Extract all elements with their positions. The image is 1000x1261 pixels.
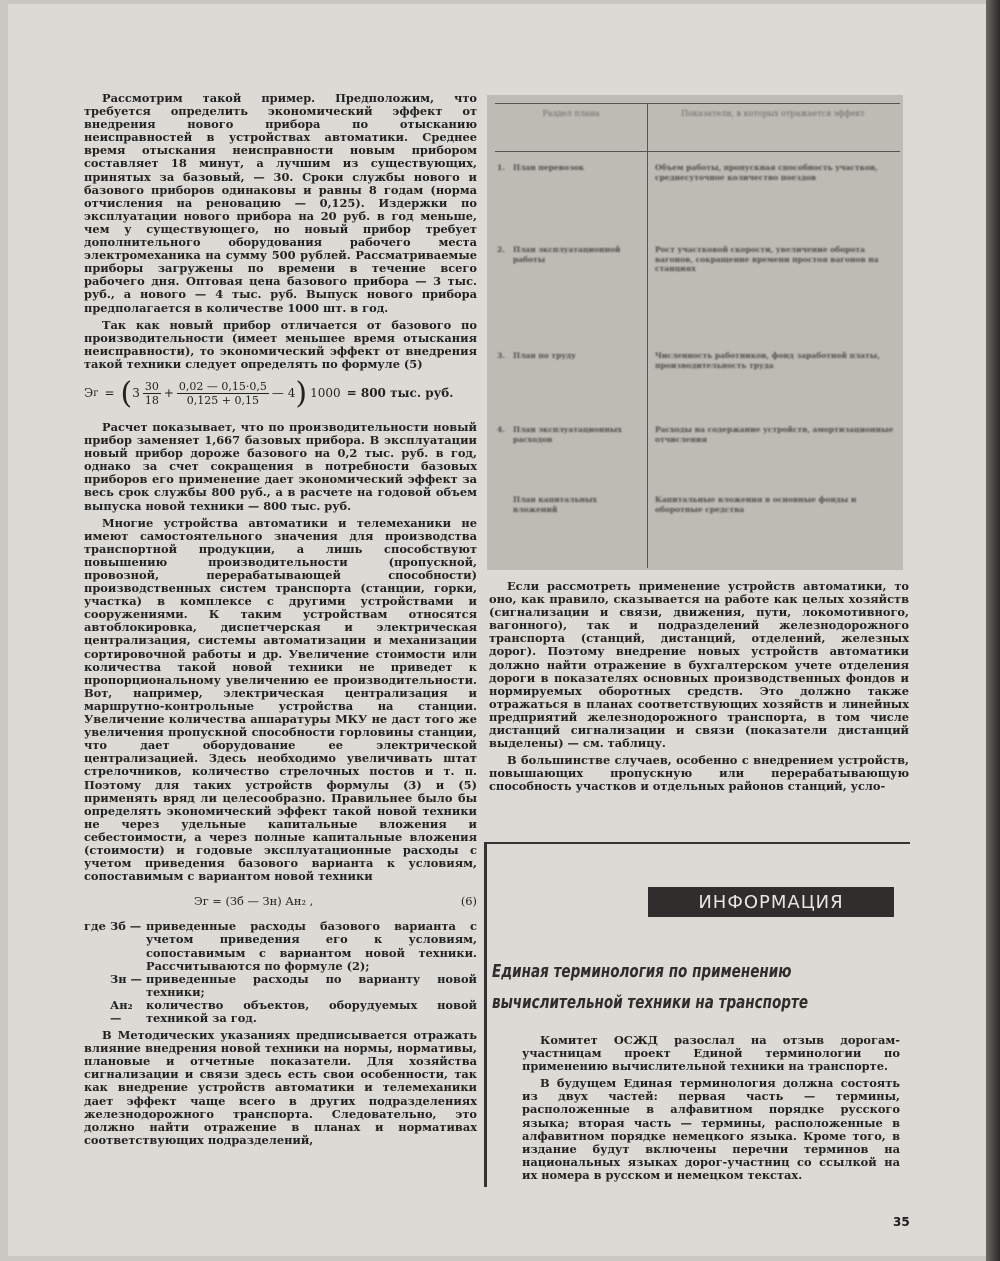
definitions [84,920,477,1025]
paragraph: Расчет показывает, что по производительности новый прибор заменяет 1,667 базовых прибора. В эксплуатации новый прибор дороже базового на 0,2 тыс. руб. в год, однако за счет сокращения в потребности базовых приборов его применение дает экономический эффект за весь срок службы 800 руб., а в расчете на годовой объем выпуска новой техники — 800 тыс. руб. [84,419,477,513]
table-row-section: План перевозок [513,163,585,172]
fraction-denominator: 0,125 + 0,15 [186,394,259,408]
left-column [84,92,477,1151]
formula-rhs: = 800 тыс. руб. [346,386,454,401]
page-edge-shadow [986,0,1000,1261]
definition-row [84,973,477,999]
definition-row [84,999,477,1025]
table-row-indicators: Численность работников, фонд заработной платы, производительность труда [655,351,880,370]
formula-fraction-1 [143,380,161,407]
table-row-indicators: Расходы на содержание устройств, амортизационные отчисления [655,425,894,444]
table-row-number: 4. [497,425,505,434]
formula-6 [84,895,477,908]
formula-5 [84,375,477,411]
paragraph: Если рассмотреть применение устройств автоматики, то оно, как правило, сказывается на работе как целых хозяйств (сигнализации и связи, движения, пути, локомотивного, вагонного), так и подразделений железнодорожного транспорта (станций, дистанций, отделений, железных дорог). Поэтому внедрение новых устройств автоматики должно найти отражение в бухгалтерском учете отделения дороги в показателях основных производственных фондов и нормируемых оборотных средств. Это должно также отражаться в планах соответствующих хозяйств и линейных предприятий железнодорожного транспорта, в том числе дистанций сигнализации и связи (показатели дистанций выделены) — см. таблицу. [489,579,909,751]
formula-multiplier: 1000 [310,386,341,401]
table-row-number: 1. [497,163,505,172]
formula-term: 3 [132,386,140,401]
formula-lhs-sub: г [93,388,99,400]
definition-key: Ан₂ — [110,997,133,1025]
table-row-number: 2. [497,245,505,254]
article-title [492,957,845,1019]
information-section [484,842,910,1192]
formula-lhs: Э [84,386,94,401]
article-body [522,1034,900,1186]
section-border [484,842,487,1187]
table-row-section: План по труду [513,351,576,360]
paragraph: В большинстве случаев, особенно с внедрением устройств, повышающих пропускную или перерабатывающую способность участков и отдельных районов станций, усло- [489,753,909,794]
table-row-indicators: Объем работы, пропускная способность участков, среднесуточное количество поездов [655,163,878,182]
table-row-indicators: Капитальные вложения в основные фонды и оборотные средства [655,495,857,514]
definition-intro: где [84,919,106,934]
article-title-line: вычислительной техники на транспорте [492,993,809,1013]
definition-value: приведенные расходы базового варианта с учетом приведения его к условиям, сопоставимым с вариантом новой техники. Рассчитываются по формуле (2); [146,919,477,973]
table-divider [647,103,648,568]
fraction-numerator: 0,02 — 0,15·0,5 [178,380,267,394]
definition-value: приведенные расходы по варианту новой техники; [146,971,477,999]
table-row-section: План эксплуатационной работы [513,245,621,264]
paragraph: Так как новый прибор отличается от базового по производительности (имеет меньшее время отыскания неисправности), то экономический эффект от внедрения такой техники следует определять по формуле (5) [84,317,477,371]
formula-6-expression: Эг = (Зб — Зн) Ан₂ , [194,894,314,909]
table-row-indicators: Рост участковой скорости, увеличение оборота вагонов, сокращение времени простоя вагонов на станциях [655,245,879,273]
fraction-denominator: 18 [144,394,159,408]
formula-plus: + [163,386,174,401]
table-rule [495,151,900,152]
paragraph: Комитет ОСЖД разослал на отзыв дорогам-участницам проект Единой терминологии по применению вычислительной техники на транспорте. [522,1033,900,1074]
page-number: 35 [893,1215,910,1229]
definition-value: количество объектов, оборудуемых новой техникой за год. [146,997,477,1025]
formula-paren-close: ) [295,375,308,411]
paragraph: Многие устройства автоматики и телемеханики не имеют самостоятельного значения для производства транспортной продукции, а лишь способствуют повышению производительности (пропускной, провозной, перерабатывающей способности) производственных систем транспорта (станции, горки, участка) в комплексе с другими устройствами и сооружениями. К таким устройствам относятся автоблокировка, диспетчерская и электрическая централизация, системы автоматизации и механизации сортировочной работы и др. Увеличение стоимости или количества такой новой техники не приведет к пропорциональному увеличению ее производительности. Вот, например, электрическая централизация и маршрутно-контрольные устройства на станции. Увеличение количества аппаратуры МКУ не даст того же увеличения пропускной способности горловины станции, что дает оборудование ее электрической централизацией. Здесь необходимо увеличивать штат стрелочников, количество стрелочных постов и т. п. Поэтому для таких устройств формулы (3) и (5) применять вряд ли целесообразно. Правильнее было бы определять экономический эффект такой новой техники не через удельные капитальные вложения и себестоимости, а через полные капитальные вложения (стоимости) и годовые эксплуатационные расходы с учетом приведения базового варианта к условиям, сопоставимым с вариантом новой техники [84,515,477,884]
table-row-section: План капитальных вложений [513,495,598,514]
table-row-number: 3. [497,351,505,360]
formula-paren-open: ( [120,375,133,411]
section-border [484,842,910,844]
definition-row [84,920,477,972]
fraction-numerator: 30 [144,380,159,394]
table-header-indicators: Показатели, в которых отражается эффект [681,109,865,118]
information-banner: ИНФОРМАЦИЯ [648,887,894,917]
article-title-line: Единая терминология по применению [492,962,792,982]
paragraph: В Методических указаниях предписывается отражать влияние внедрения новой техники на нормы, нормативы, плановые и отчетные показатели. Для хозяйства сигнализации и связи здесь есть свои особенности, так как внедрение устройств автоматики и телемеханики дает эффект чаще всего в других подразделениях железнодорожного транспорта. Следовательно, это должно найти отражение в планах и нормативах соответствующих подразделений, [84,1028,477,1147]
paragraph: Рассмотрим такой пример. Предположим, что требуется определить экономический эффект от внедрения нового прибора по отысканию неисправностей в устройствах автоматики. Среднее время отыскания неисправности новым прибором составляет 18 минут, а лучшим из существующих, принятых за базовый, — 30. Сроки службы нового и базового приборов одинаковы и равны 8 годам (норма отчисления на реновацию — 0,125). Издержки по эксплуатации нового прибора на 20 руб. в год меньше, чем у существующего, но новый прибор требует дополнительного оборудования рабочего места электромеханика на сумму 500 рублей. Рассматриваемые приборы загружены по времени в течение всего рабочего дня. Оптовая цена базового прибора — 3 тыс. руб., а нового — 4 тыс. руб. Выпуск нового прибора предполагается в количестве 1000 шт. в год. [84,91,477,315]
plan-indicators-table [487,95,903,570]
table-row-section: План эксплуатационных расходов [513,425,622,444]
formula-6-number: (6) [460,894,477,909]
right-column [489,580,909,798]
definition-key: Зн — [110,971,142,986]
paragraph: В будущем Единая терминология должна состоять из двух частей: первая часть — термины, расположенные в алфавитном порядке русского языка; вторая часть — термины, расположенные в алфавитном порядке немецкого языка. Кроме того, в издание будут включены перечни терминов на национальных языках дорог-участниц со ссылкой на их номера в русском и немецком текстах. [522,1076,900,1182]
table-rule [495,103,900,104]
formula-eq: = [104,386,115,401]
formula-fraction-2 [177,380,269,407]
table-header-section: Раздел плана [542,109,600,118]
definition-key: Зб — [110,919,142,934]
formula-minus: — 4 [271,386,296,401]
